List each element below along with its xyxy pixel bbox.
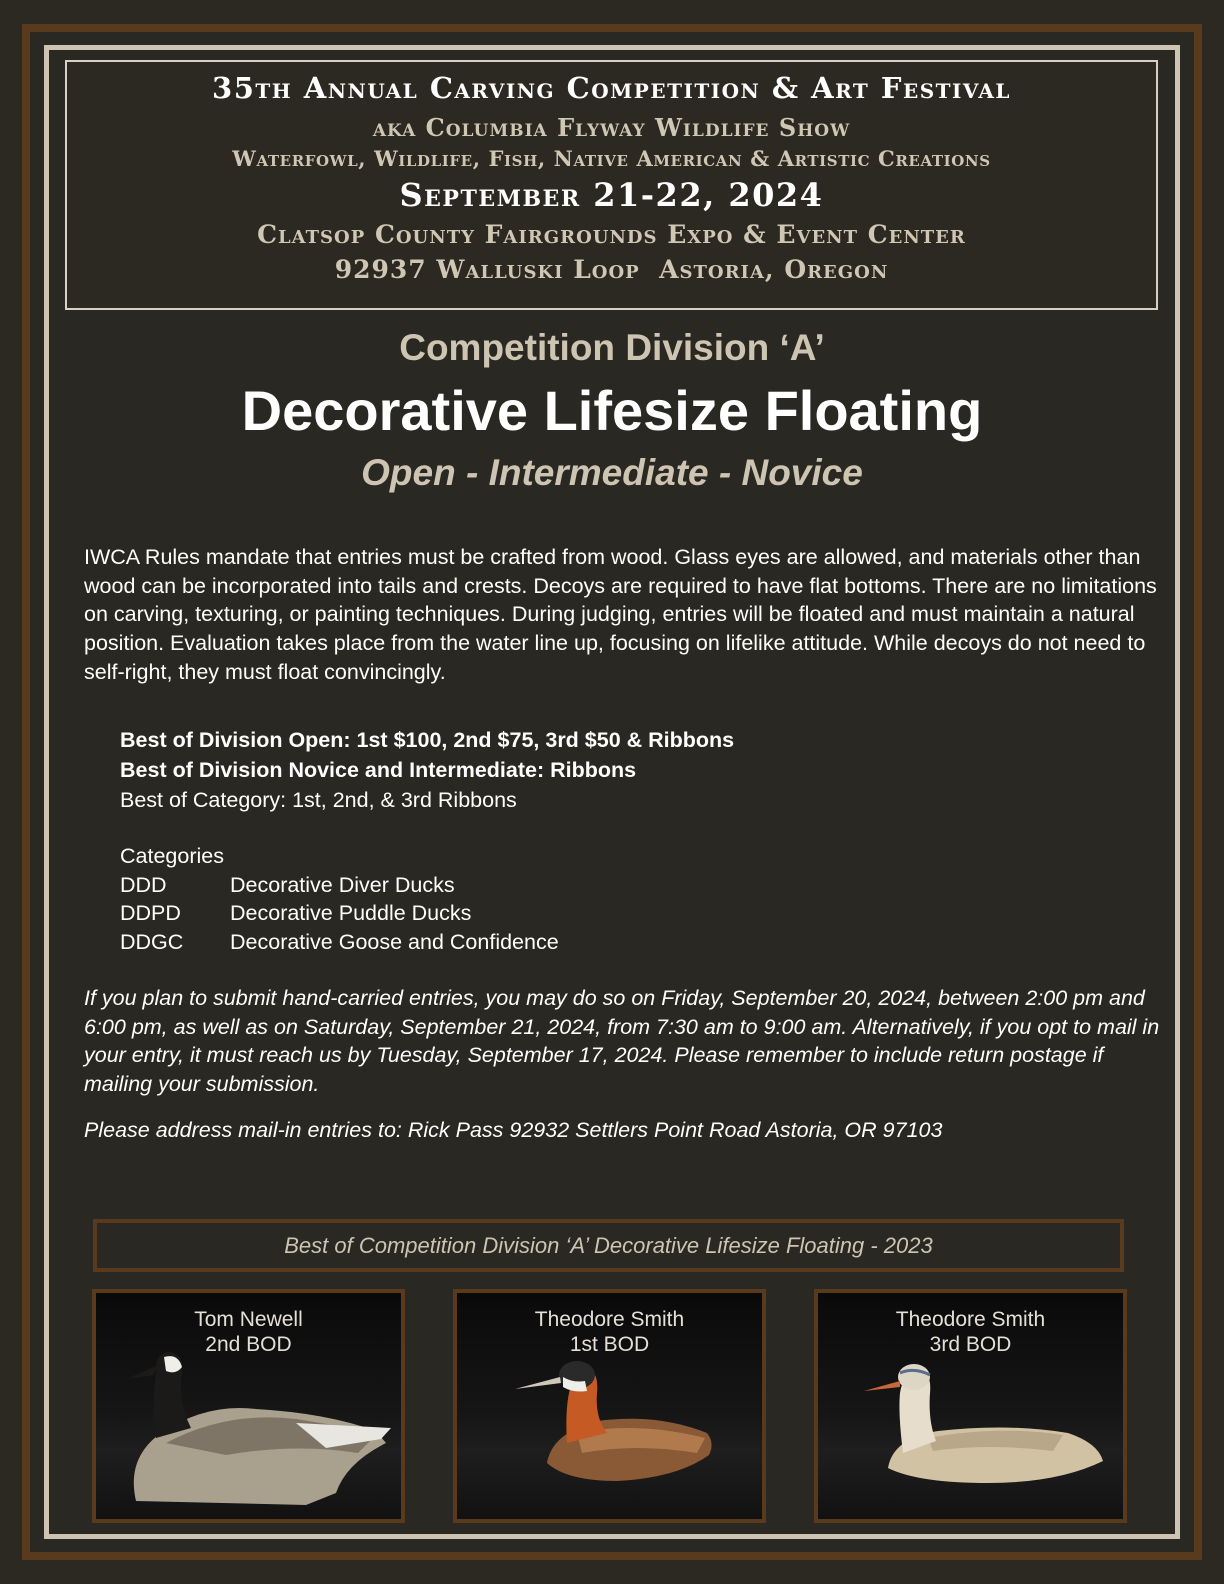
carving-caption [96,1307,401,1357]
carver-name: Theodore Smith [895,1308,1046,1331]
categories-heading: Categories [120,844,224,868]
award-open: Best of Division Open: 1st $100, 2nd $75, 3rd $50 & Ribbons [120,728,735,752]
award-place: 1st BOD [569,1333,650,1356]
event-aka: aka Columbia Flyway Wildlife Show [372,113,851,142]
carver-name: Tom Newell [194,1308,303,1331]
category-row [120,899,559,928]
category-row [120,871,559,900]
category-name: Decorative Puddle Ducks [230,901,472,925]
mail-address: Please address mail-in entries to: Rick Pass 92932 Settlers Point Road Astoria, OR 97103 [84,1118,943,1142]
division-label: Competition Division ‘A’ [399,327,825,368]
category-code: DDD [120,872,167,897]
category-code: DDPD [120,901,181,925]
event-header [65,60,1158,310]
award-novice-intermediate: Best of Division Novice and Intermediate: Ribbons [120,758,637,782]
carving-caption [818,1307,1123,1357]
award-category: Best of Category: 1st, 2nd, & 3rd Ribbons [120,788,517,812]
event-venue: Clatsop County Fairgrounds Expo & Event Center [257,220,966,249]
event-types: Waterfowl, Wildlife, Fish, Native American & Artistic Creations [232,146,991,171]
event-title: 35th Annual Carving Competition & Art Festival [212,71,1011,105]
best-of-banner: Best of Competition Division ‘A’ Decorative Lifesize Floating - 2023 [93,1219,1124,1272]
page-title: Decorative Lifesize Floating [241,379,983,442]
delivery-info: If you plan to submit hand-carried entries, you may do so on Friday, September 20, 2024, between 2:00 pm and 6:00 pm, as well as on Saturday, September 21, 2024, from 7:30 am to 9:00 am. Alternatively, if you opt to mail in your entry, it must reach us by Tuesday, September 17, 2024. Please remember to include return postage if mailing your submission. [84,986,1160,1096]
skill-levels: Open - Intermediate - Novice [361,452,863,493]
event-address: 92937 Walluski Loop Astoria, Oregon [334,255,889,284]
award-place: 3rd BOD [929,1333,1012,1356]
rules-paragraph: IWCA Rules mandate that entries must be crafted from wood. Glass eyes are allowed, and materials other than wood can be incorporated into tails and crests. Decoys are required to have flat bottoms. There are no limitations on carving, texturing, or painting techniques. During judging, entries will be floated and must maintain a natural position. Evaluation takes place from the water line up, focusing on lifelike attitude. While decoys do not need to self-right, they must float convincingly. [84,545,1157,684]
carver-name: Theodore Smith [534,1308,685,1331]
award-place: 2nd BOD [205,1333,292,1356]
grebe-carving-photo [453,1289,766,1523]
category-name: Decorative Goose and Confidence [230,929,559,954]
category-name: Decorative Diver Ducks [230,872,455,897]
carving-caption [457,1307,762,1357]
category-row [120,928,559,957]
duck-carving-photo [814,1289,1127,1523]
categories-list [120,842,559,956]
event-date: September 21-22, 2024 [399,176,824,214]
goose-carving-photo [92,1289,405,1523]
category-code: DDGC [120,929,184,954]
awards-list [120,725,734,815]
